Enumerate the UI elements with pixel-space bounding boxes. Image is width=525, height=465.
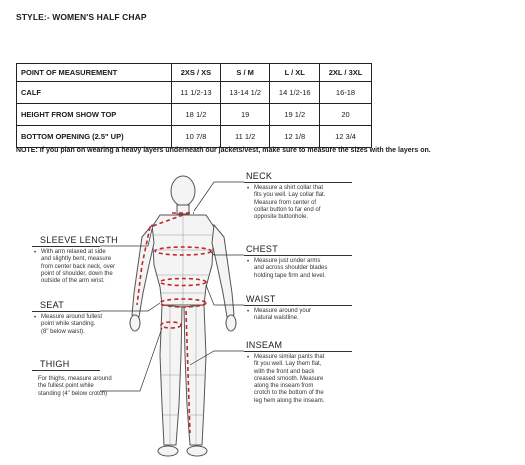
sleeve-line: point of shoulder, down the — [41, 270, 113, 277]
table-cell: 18 1/2 — [172, 104, 221, 126]
figure-right-hand — [226, 315, 236, 331]
inseam-description — [254, 354, 324, 405]
sleeve-divider — [32, 246, 100, 247]
row-label: CALF — [17, 82, 172, 104]
table-header-cell: L / XL — [270, 64, 320, 82]
seat-line: Measure around fullest — [41, 314, 103, 320]
sleeve-line: from center back neck, over — [41, 263, 116, 270]
table-cell: 16-18 — [320, 82, 372, 104]
thigh-line: the fullest point while — [38, 383, 94, 390]
table-cell: 19 — [220, 104, 270, 126]
table-cell: 12 3/4 — [320, 126, 372, 148]
waist-line: Measure around your — [254, 308, 312, 314]
table-header-cell: 2XL / 3XL — [320, 64, 372, 82]
layering-note: NOTE: If you plan on wearing a heavy layers underneath our jackets/vest, make sure to measure the sizes with the layers on. — [16, 147, 431, 154]
thigh-divider — [32, 370, 100, 371]
table-row — [17, 82, 372, 104]
seat-line: point while standing. — [41, 321, 96, 328]
table-header-cell: 2XS / XS — [172, 64, 221, 82]
waist-title: WAIST — [246, 294, 276, 304]
style-title: STYLE:- WOMEN'S HALF CHAP — [16, 12, 147, 22]
table-cell: 11 1/2 — [220, 126, 270, 148]
thigh-description — [38, 376, 112, 398]
size-chart-table — [16, 63, 372, 148]
table-header-cell: POINT OF MEASUREMENT — [17, 64, 172, 82]
row-label: BOTTOM OPENING (2.5" UP) — [17, 126, 172, 148]
neck-bullet: • — [247, 186, 250, 192]
table-row — [17, 126, 372, 148]
waist-description — [254, 308, 311, 323]
chest-description — [254, 258, 327, 280]
table-cell: 14 1/2-16 — [270, 82, 320, 104]
sleeve-line: outside of the arm wrist. — [41, 278, 105, 285]
inseam-line: leg hem along the inseam. — [254, 397, 325, 404]
table-header-row — [17, 64, 372, 82]
row-label: HEIGHT FROM SHOW TOP — [17, 104, 172, 126]
neck-line: Measure a shirt collar that — [254, 185, 324, 191]
inseam-line: Measure similar pants that — [254, 354, 325, 360]
table-cell: 20 — [320, 104, 372, 126]
neck-divider — [244, 182, 352, 183]
inseam-title: INSEAM — [246, 340, 283, 350]
inseam-divider — [244, 351, 352, 352]
table-cell: 12 1/8 — [270, 126, 320, 148]
seat-title: SEAT — [40, 300, 65, 310]
figure-left-foot — [158, 446, 178, 456]
figure-right-foot — [187, 446, 207, 456]
sleeve-length-title: SLEEVE LENGTH — [40, 235, 118, 245]
thigh-title: THIGH — [40, 359, 70, 369]
sleeve-line: With arm relaxed at side — [41, 249, 106, 255]
table-cell: 10 7/8 — [172, 126, 221, 148]
chest-line: holding tape firm and level. — [254, 272, 326, 279]
measurement-guide — [0, 165, 525, 465]
figure-right-arm — [212, 225, 234, 317]
sleeve-line: and slightly bent, measure — [41, 256, 112, 263]
table-cell: 19 1/2 — [270, 104, 320, 126]
neck-description — [254, 185, 325, 221]
figure-head — [171, 176, 195, 206]
inseam-line: along the inseam from — [254, 383, 314, 390]
waist-line: natural waistline. — [254, 315, 299, 322]
seat-bullet: • — [34, 315, 37, 321]
figure-left-hand — [130, 315, 140, 331]
neck-line: opposite buttonhole. — [254, 214, 309, 221]
chest-line: Measure just under arms — [254, 258, 321, 264]
chest-divider — [244, 255, 352, 256]
waist-bullet: • — [247, 309, 250, 315]
thigh-line: standing (4" below crotch) — [38, 390, 108, 397]
thigh-line: For thighs, measure around — [38, 376, 112, 382]
table-cell: 11 1/2-13 — [172, 82, 221, 104]
sleeve-description — [41, 249, 115, 285]
inseam-line: crotch to the bottom of the — [254, 390, 324, 397]
inseam-line: with the front and back — [254, 368, 315, 375]
table-header-cell: S / M — [220, 64, 270, 82]
seat-divider — [32, 311, 100, 312]
figure-left-arm — [132, 225, 154, 317]
inseam-line: creased smooth. Measure — [254, 375, 324, 382]
chest-line: and across shoulder blades — [254, 265, 328, 272]
neck-line: collar button to far end of — [254, 206, 321, 213]
chest-bullet: • — [247, 259, 250, 265]
neck-line: Measure from center of — [254, 199, 317, 206]
neck-line: fits you well. Lay collar flat. — [254, 192, 326, 199]
inseam-bullet: • — [247, 355, 250, 361]
seat-description — [41, 314, 102, 336]
seat-line: (8" below waist). — [41, 328, 85, 335]
inseam-line: fit you well. Lay them flat, — [254, 361, 322, 368]
table-cell: 13-14 1/2 — [220, 82, 270, 104]
waist-divider — [244, 305, 352, 306]
table-row — [17, 104, 372, 126]
sleeve-bullet: • — [34, 250, 37, 256]
neck-title: NECK — [246, 171, 273, 181]
chest-title: CHEST — [246, 244, 279, 254]
